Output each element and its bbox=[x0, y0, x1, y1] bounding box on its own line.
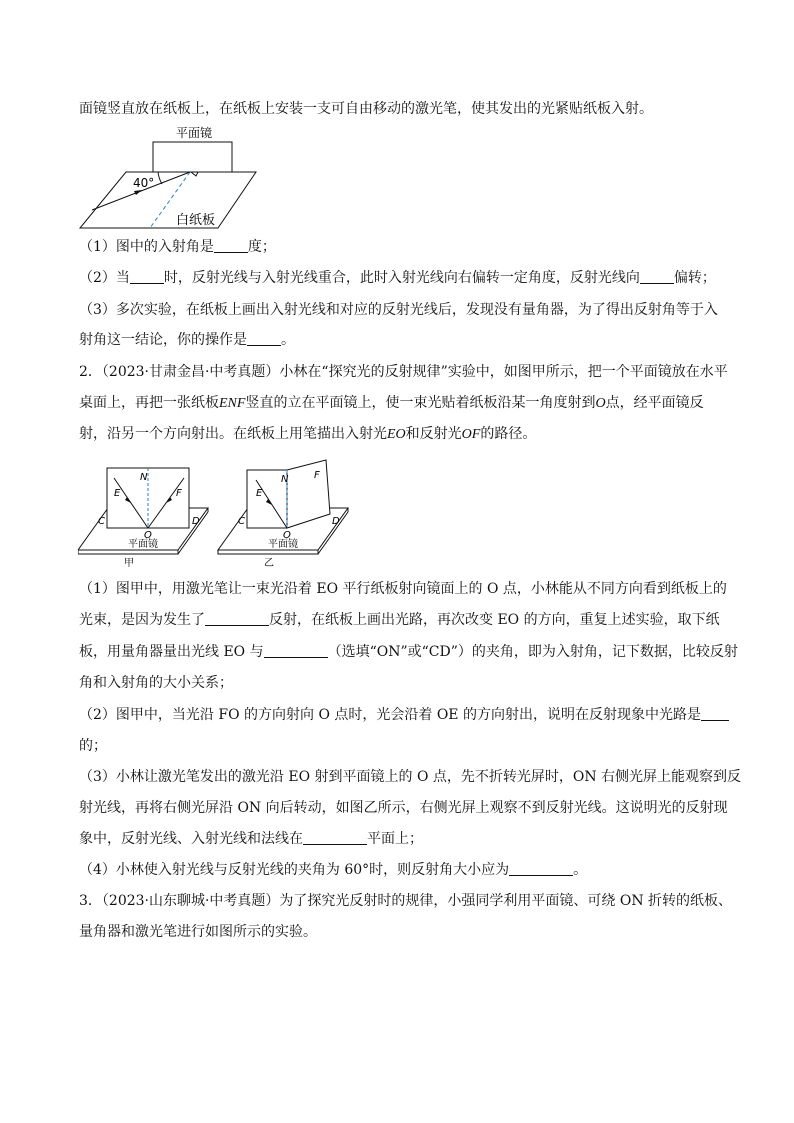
q2-header-line2: 桌面上，再把一张纸板ENF竖直的立在平面镜上，使一束光贴着纸板沿某一角度射到O点，经平面镜反 bbox=[79, 395, 704, 411]
q2-s1-line4: 角和入射角的大小关系； bbox=[79, 675, 233, 691]
answer-blank[interactable] bbox=[205, 611, 269, 626]
yi-label-F: F bbox=[314, 470, 320, 481]
q2-s3-line1: （3）小林让激光笔发出的激光沿 EO 射到平面镜上的 O 点，先不折转光屏时，ON 右侧光屏上能观察到反 bbox=[79, 769, 742, 785]
jia-mirror-label: 平面镜 bbox=[128, 539, 158, 550]
q3-line2: 量角器和激光笔进行如图所示的实验。 bbox=[79, 924, 317, 940]
jia-label-E: E bbox=[114, 488, 121, 499]
answer-blank[interactable] bbox=[509, 861, 573, 876]
figure-mirror-board bbox=[78, 124, 258, 232]
q2-header-line1: 2．（2023·甘肃金昌·中考真题）小林在“探究光的反射规律”实验中，如图甲所示，把一个平面镜放在水平 bbox=[79, 364, 728, 380]
figure-jia-yi bbox=[78, 458, 358, 572]
yi-label-C: C bbox=[238, 516, 245, 527]
q1-part3-line2: 射角这一结论，你的操作是 。 bbox=[79, 332, 295, 348]
jia-label-N: N bbox=[140, 472, 148, 483]
yi-label-D: D bbox=[332, 516, 340, 527]
yi-caption: 乙 bbox=[264, 558, 274, 569]
q2-s3-line3: 象中，反射光线、入射光线和法线在 平面上； bbox=[79, 831, 423, 847]
answer-blank[interactable] bbox=[264, 643, 328, 658]
q2-header-line3: 射，沿另一个方向射出。在纸板上用笔描出入射光EO和反射光OF的路径。 bbox=[79, 426, 537, 442]
q2-s3-line2: 射光线，再将右侧光屏沿 ON 向后转动，如图乙所示，右侧光屏上观察不到反射光线。这说明光的反射现 bbox=[79, 800, 728, 816]
mirror-label: 平面镜 bbox=[176, 126, 213, 140]
jia-label-C: C bbox=[98, 516, 105, 527]
q2-s1-line3: 板，用量角器量出光线 EO 与 （选填“ON”或“CD”）的夹角，即为入射角，记下数据，比较反射 bbox=[79, 644, 738, 660]
answer-blank[interactable] bbox=[247, 331, 281, 346]
yi-label-O: O bbox=[283, 530, 291, 541]
answer-blank[interactable] bbox=[303, 830, 367, 845]
jia-label-F: F bbox=[176, 488, 182, 499]
q2-s1-line1: （1）图甲中，用激光笔让一束光沿着 EO 平行纸板射向镜面上的 O 点，小林能从不同方向看到纸板上的 bbox=[79, 581, 727, 597]
yi-label-E: E bbox=[256, 488, 263, 499]
q2-s4: （4）小林使入射光线与反射光线的夹角为 60°时，则反射角大小应为 。 bbox=[79, 862, 588, 878]
q2-s2-line1: （2）图甲中，当光沿 FO 的方向射向 O 点时，光会沿着 OE 的方向射出，说明在反射现象中光路是 bbox=[79, 705, 729, 725]
q2-s1-line2: 光束，是因为发生了 反射，在纸板上画出光路，再次改变 EO 的方向，重复上述实验，取下纸 bbox=[79, 612, 720, 628]
jia-label-D: D bbox=[192, 516, 200, 527]
jia-label-O: O bbox=[144, 530, 152, 541]
answer-blank[interactable] bbox=[214, 238, 248, 253]
q2-s2-line2: 的； bbox=[79, 738, 107, 754]
q1-part2: （2）当 时，反射光线与入射光线重合，此时入射光线向右偏转一定角度，反射光线向 偏转； bbox=[79, 270, 716, 286]
intro-text: 面镜竖直放在纸板上，在纸板上安装一支可自由移动的激光笔，使其发出的光紧贴纸板入射。 bbox=[79, 101, 653, 117]
answer-blank[interactable] bbox=[640, 269, 674, 284]
answer-blank[interactable] bbox=[701, 706, 729, 721]
yi-mirror-label: 平面镜 bbox=[268, 539, 298, 550]
board-label: 白纸板 bbox=[176, 213, 216, 228]
angle-label: 40° bbox=[133, 176, 155, 190]
mirror-shape bbox=[153, 142, 232, 172]
q3-line1: 3．（2023·山东聊城·中考真题）为了探究光反射时的规律，小强同学利用平面镜、可绕 ON 折转的纸板、 bbox=[79, 893, 733, 909]
q1-part3-line1: （3）多次实验，在纸板上画出入射光线和对应的反射光线后，发现没有量角器，为了得出反射角等于入 bbox=[79, 302, 718, 318]
jia-caption: 甲 bbox=[124, 558, 134, 569]
yi-label-N: N bbox=[281, 474, 289, 485]
answer-blank[interactable] bbox=[130, 269, 164, 284]
q1-part1: （1）图中的入射角是 度； bbox=[79, 239, 276, 255]
